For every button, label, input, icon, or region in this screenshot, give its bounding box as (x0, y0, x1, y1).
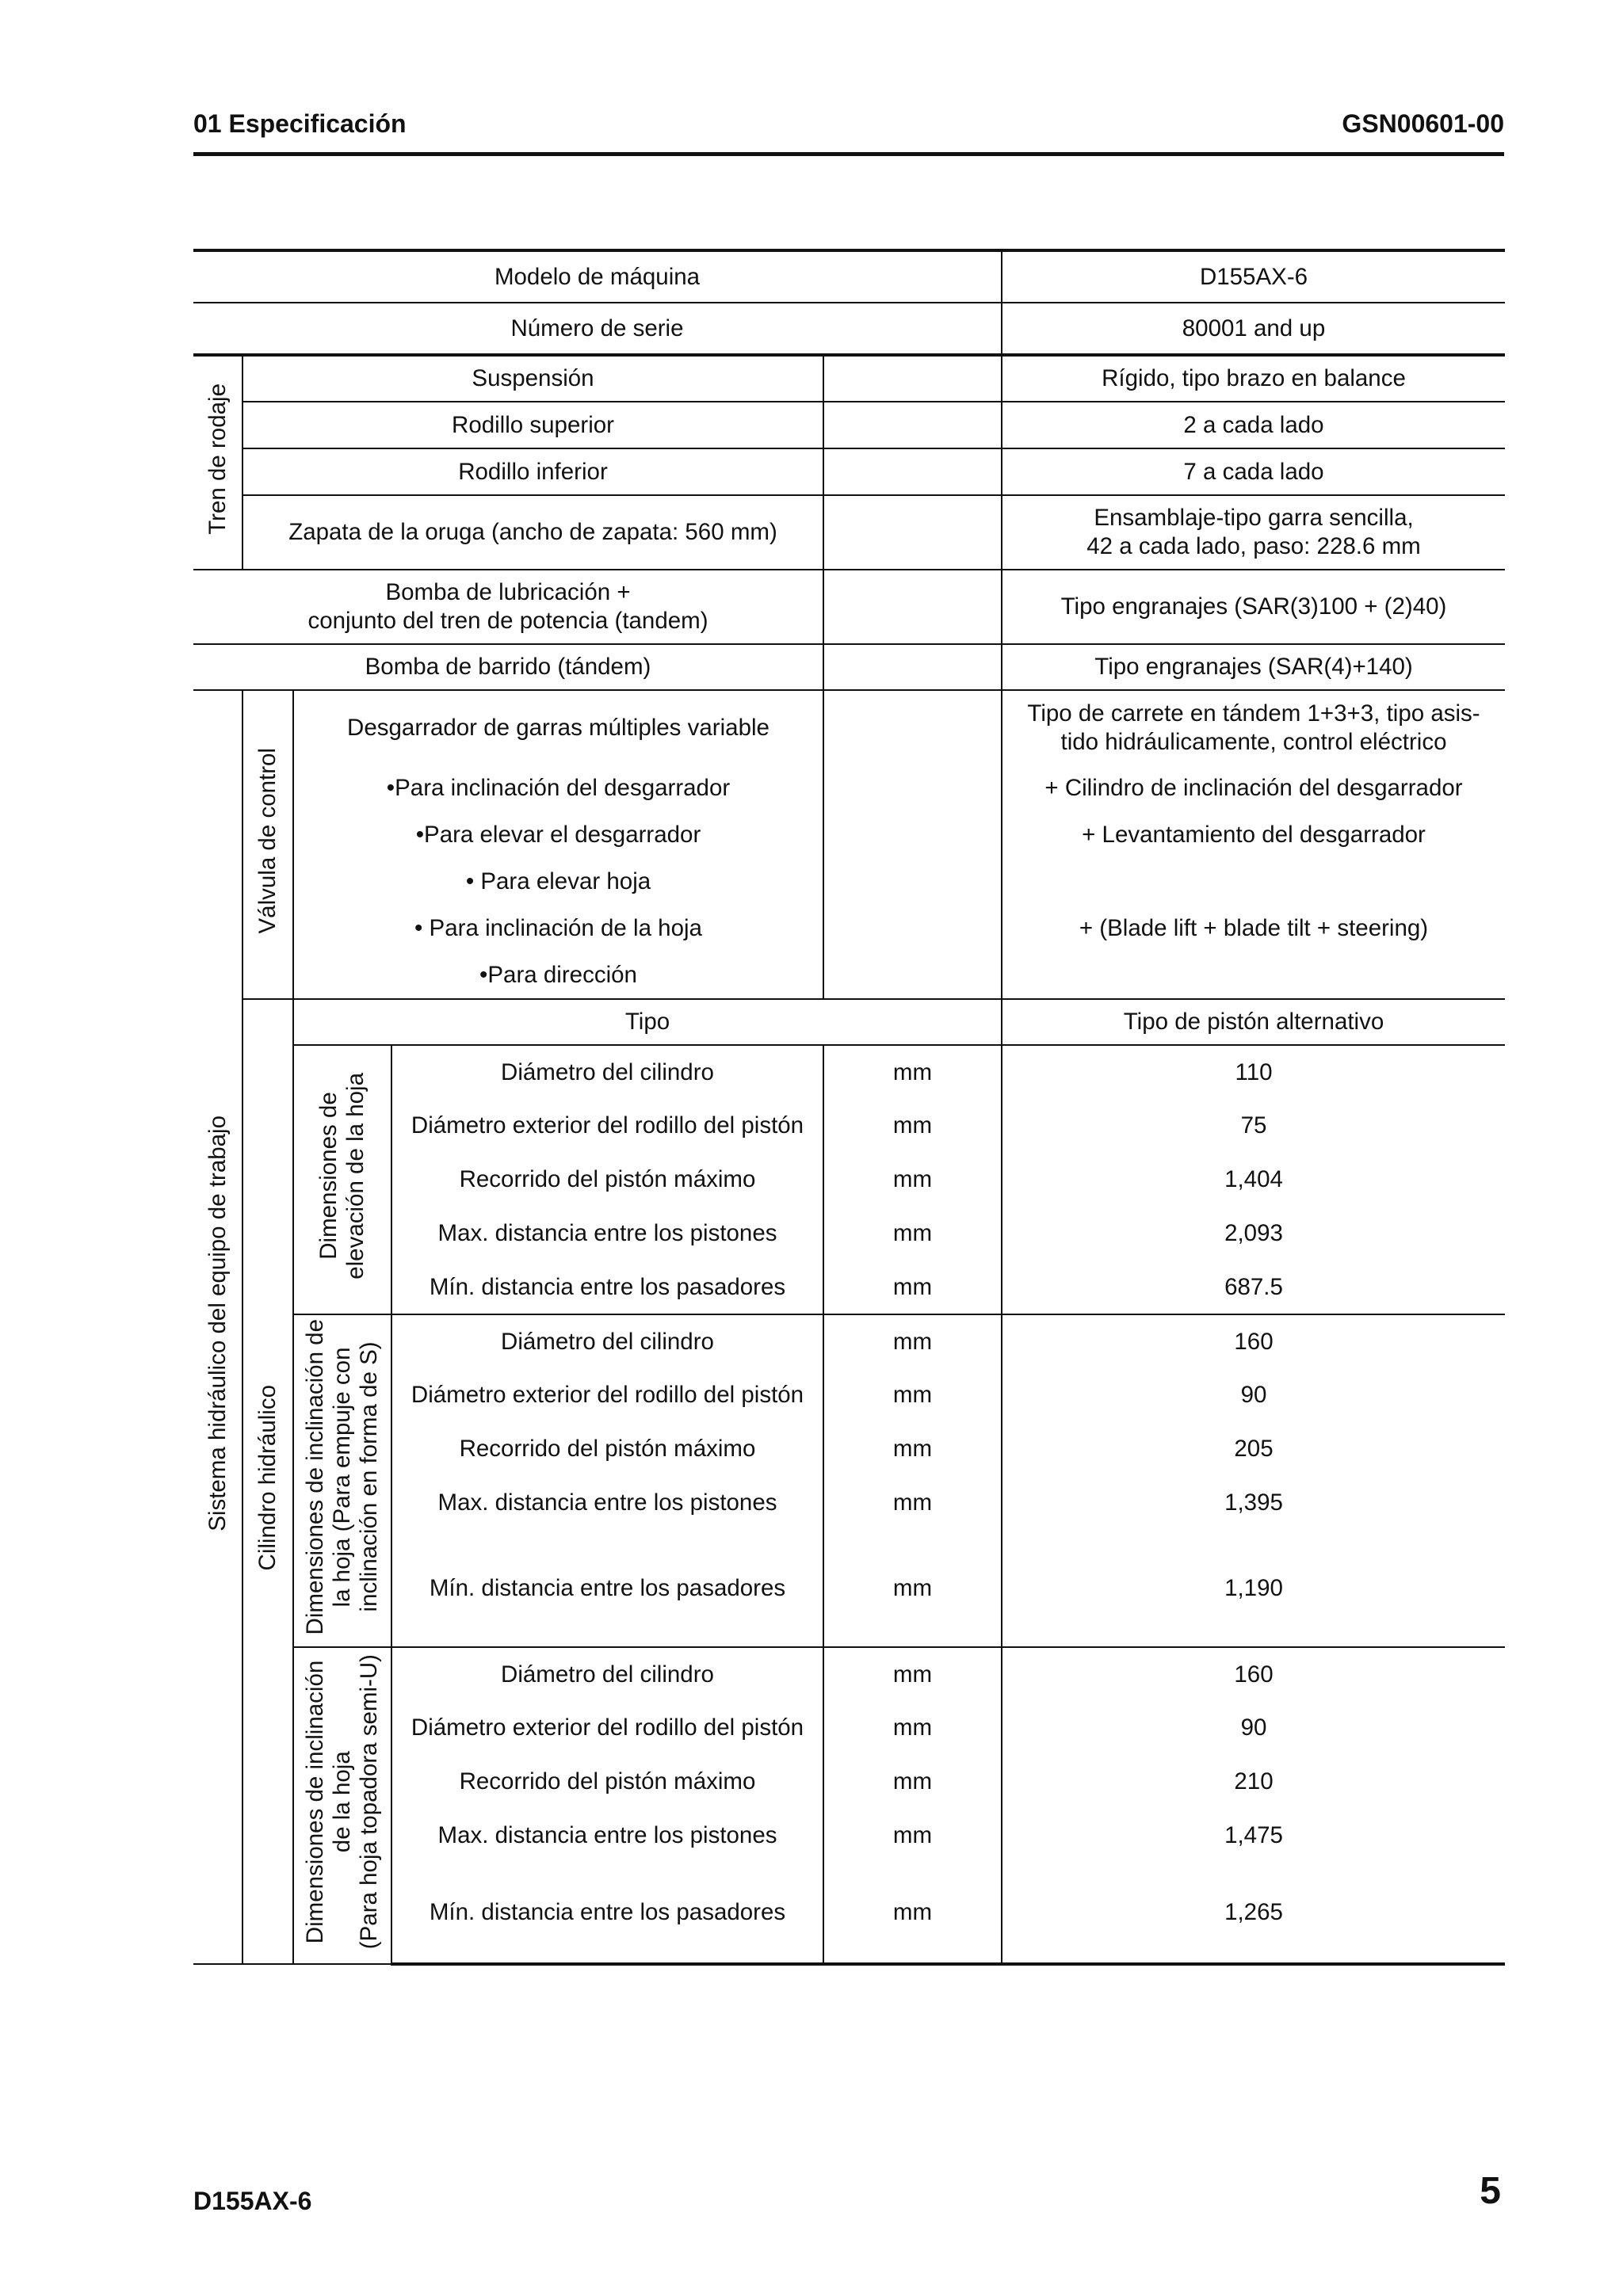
lubrication-pump-unit (823, 570, 1002, 644)
carrier-roller-value: 2 a cada lado (1002, 402, 1505, 448)
track-shoe-label: Zapata de la oruga (ancho de zapata: 560 mm) (242, 495, 823, 570)
undercarriage-group (193, 355, 242, 570)
blade-tilt-s-group-label: Dimensiones de inclinación de la hoja (Para empuje con inclinación en forma de S) (302, 1319, 382, 1635)
track-shoe-value-line-1: Ensamblaje-tipo garra sencilla, (1094, 505, 1414, 532)
machine-model-label: Modelo de máquina (193, 250, 1002, 303)
blade-tilt-u-param-unit: mm (823, 1809, 1002, 1863)
suspension-label: Suspensión (242, 355, 823, 402)
control-valve-unit (823, 690, 1002, 999)
serial-number-label: Número de serie (193, 303, 1002, 355)
blade-lift-param-label: Max. distancia entre los pistones (391, 1207, 823, 1261)
control-valve-group-label: Válvula de control (254, 748, 281, 934)
blade-tilt-u-param-label: Mín. distancia entre los pasadores (391, 1863, 823, 1964)
blade-tilt-u-group (293, 1647, 391, 1964)
blade-lift-param-unit: mm (823, 1207, 1002, 1261)
blade-tilt-u-param-label: Diámetro exterior del rodillo del pistón (391, 1701, 823, 1755)
blade-tilt-u-param-unit: mm (823, 1701, 1002, 1755)
blade-lift-param-unit: mm (823, 1261, 1002, 1314)
blade-tilt-u-param-label: Diámetro del cilindro (391, 1647, 823, 1701)
blade-lift-group (293, 1045, 391, 1314)
blade-lift-param-value: 75 (1002, 1099, 1505, 1153)
blade-tilt-u-param-unit: mm (823, 1863, 1002, 1964)
hydraulic-system-group-label: Sistema hidráulico del equipo de trabajo (204, 1116, 231, 1531)
specification-table (193, 249, 1505, 1966)
lubrication-pump-label (193, 570, 823, 644)
row-blade-lift (193, 1045, 1505, 1099)
row-suspension (193, 355, 1505, 402)
blade-lift-param-label: Diámetro del cilindro (391, 1045, 823, 1099)
control-valve-item-value (1002, 858, 1505, 905)
row-control-valve-ripper (193, 690, 1505, 765)
control-valve-item-value (1002, 690, 1505, 765)
blade-tilt-s-param-unit: mm (823, 1530, 1002, 1647)
track-shoe-value-line-2: 42 a cada lado, paso: 228.6 mm (1086, 533, 1421, 559)
scavenging-pump-value: Tipo engranajes (SAR(4)+140) (1002, 644, 1505, 690)
track-shoe-value (1002, 495, 1505, 570)
blade-tilt-s-group (293, 1314, 391, 1647)
lubrication-pump-label-line-1: Bomba de lubricación + (385, 579, 631, 606)
row-carrier-roller (193, 402, 1505, 448)
blade-tilt-s-param-label: Recorrido del pistón máximo (391, 1422, 823, 1476)
scavenging-pump-label: Bomba de barrido (tándem) (193, 644, 823, 690)
blade-lift-param-label: Recorrido del pistón máximo (391, 1153, 823, 1207)
control-valve-value-line-2: tido hidráulicamente, control eléctrico (1060, 728, 1447, 755)
control-valve-item-label: •Para inclinación del desgarrador (293, 765, 823, 811)
page-number: 5 (1480, 2170, 1501, 2212)
undercarriage-group-label: Tren de rodaje (204, 383, 231, 535)
cylinder-type-value: Tipo de pistón alternativo (1002, 999, 1505, 1045)
hydraulic-cylinder-group-label: Cilindro hidráulico (254, 1385, 281, 1571)
track-shoe-unit (823, 495, 1002, 570)
lubrication-pump-label-line-2: conjunto del tren de potencia (tandem) (307, 608, 708, 634)
blade-tilt-s-param-value: 1,395 (1002, 1476, 1505, 1530)
row-track-roller (193, 448, 1505, 495)
blade-tilt-s-param-value: 90 (1002, 1368, 1505, 1422)
blade-lift-param-value: 687.5 (1002, 1261, 1505, 1314)
control-valve-item-label: • Para elevar hoja (293, 858, 823, 905)
control-valve-item-label: Desgarrador de garras múltiples variable (293, 690, 823, 765)
track-roller-value: 7 a cada lado (1002, 448, 1505, 495)
row-cylinder-type (193, 999, 1505, 1045)
blade-tilt-s-param-label: Mín. distancia entre los pasadores (391, 1530, 823, 1647)
track-roller-label: Rodillo inferior (242, 448, 823, 495)
row-track-shoe (193, 495, 1505, 570)
hydraulic-cylinder-group (242, 999, 293, 1964)
blade-tilt-u-param-value: 160 (1002, 1647, 1505, 1701)
blade-tilt-s-param-label: Max. distancia entre los pistones (391, 1476, 823, 1530)
blade-lift-param-unit: mm (823, 1099, 1002, 1153)
blade-tilt-s-param-value: 160 (1002, 1314, 1505, 1368)
blade-tilt-s-param-value: 1,190 (1002, 1530, 1505, 1647)
row-scavenging-pump (193, 644, 1505, 690)
blade-lift-param-unit: mm (823, 1153, 1002, 1207)
header-rule (193, 152, 1504, 156)
blade-tilt-u-param-value: 1,475 (1002, 1809, 1505, 1863)
footer-model: D155AX-6 (193, 2187, 312, 2215)
blade-tilt-u-param-unit: mm (823, 1647, 1002, 1701)
row-serial-number (193, 303, 1505, 355)
blade-lift-param-unit: mm (823, 1045, 1002, 1099)
section-title: 01 Especificación (193, 109, 407, 138)
blade-tilt-s-param-value: 205 (1002, 1422, 1505, 1476)
control-valve-item-value: + Cilindro de inclinación del desgarrador (1002, 765, 1505, 811)
control-valve-item-label: •Para elevar el desgarrador (293, 811, 823, 858)
control-valve-item-value (1002, 952, 1505, 999)
blade-tilt-u-param-value: 1,265 (1002, 1863, 1505, 1964)
blade-tilt-s-param-unit: mm (823, 1422, 1002, 1476)
row-lubrication-pump (193, 570, 1505, 644)
hydraulic-system-group (193, 690, 242, 1964)
control-valve-item-value: + (Blade lift + blade tilt + steering) (1002, 905, 1505, 952)
track-roller-unit (823, 448, 1002, 495)
row-blade-tilt-s (193, 1314, 1505, 1368)
blade-tilt-u-param-unit: mm (823, 1755, 1002, 1809)
blade-tilt-u-param-value: 90 (1002, 1701, 1505, 1755)
blade-lift-param-value: 1,404 (1002, 1153, 1505, 1207)
blade-tilt-s-param-label: Diámetro del cilindro (391, 1314, 823, 1368)
blade-tilt-u-param-label: Max. distancia entre los pistones (391, 1809, 823, 1863)
control-valve-item-label: •Para dirección (293, 952, 823, 999)
blade-tilt-u-param-value: 210 (1002, 1755, 1505, 1809)
scavenging-pump-unit (823, 644, 1002, 690)
row-blade-tilt-u (193, 1647, 1505, 1701)
serial-number-value: 80001 and up (1002, 303, 1505, 355)
blade-lift-param-label: Diámetro exterior del rodillo del pistón (391, 1099, 823, 1153)
control-valve-value-line-1: Tipo de carrete en tándem 1+3+3, tipo asis- (1027, 700, 1480, 727)
suspension-unit (823, 355, 1002, 402)
document-code: GSN00601-00 (1342, 109, 1504, 138)
cylinder-type-label: Tipo (293, 999, 1002, 1045)
blade-tilt-s-param-unit: mm (823, 1476, 1002, 1530)
control-valve-item-value: + Levantamiento del desgarrador (1002, 811, 1505, 858)
control-valve-item-label: • Para inclinación de la hoja (293, 905, 823, 952)
blade-tilt-s-param-unit: mm (823, 1368, 1002, 1422)
blade-tilt-u-param-label: Recorrido del pistón máximo (391, 1755, 823, 1809)
row-machine-model (193, 250, 1505, 303)
suspension-value: Rígido, tipo brazo en balance (1002, 355, 1505, 402)
blade-lift-param-label: Mín. distancia entre los pasadores (391, 1261, 823, 1314)
blade-lift-param-value: 110 (1002, 1045, 1505, 1099)
blade-lift-param-value: 2,093 (1002, 1207, 1505, 1261)
blade-tilt-u-group-label: Dimensiones de inclinación de la hoja (Para hoja topadora semi-U) (302, 1654, 382, 1950)
blade-tilt-s-param-unit: mm (823, 1314, 1002, 1368)
lubrication-pump-value: Tipo engranajes (SAR(3)100 + (2)40) (1002, 570, 1505, 644)
blade-tilt-s-param-label: Diámetro exterior del rodillo del pistón (391, 1368, 823, 1422)
carrier-roller-unit (823, 402, 1002, 448)
blade-lift-group-label: Dimensiones de elevación de la hoja (315, 1073, 369, 1280)
control-valve-group (242, 690, 293, 999)
machine-model-value: D155AX-6 (1002, 250, 1505, 303)
carrier-roller-label: Rodillo superior (242, 402, 823, 448)
